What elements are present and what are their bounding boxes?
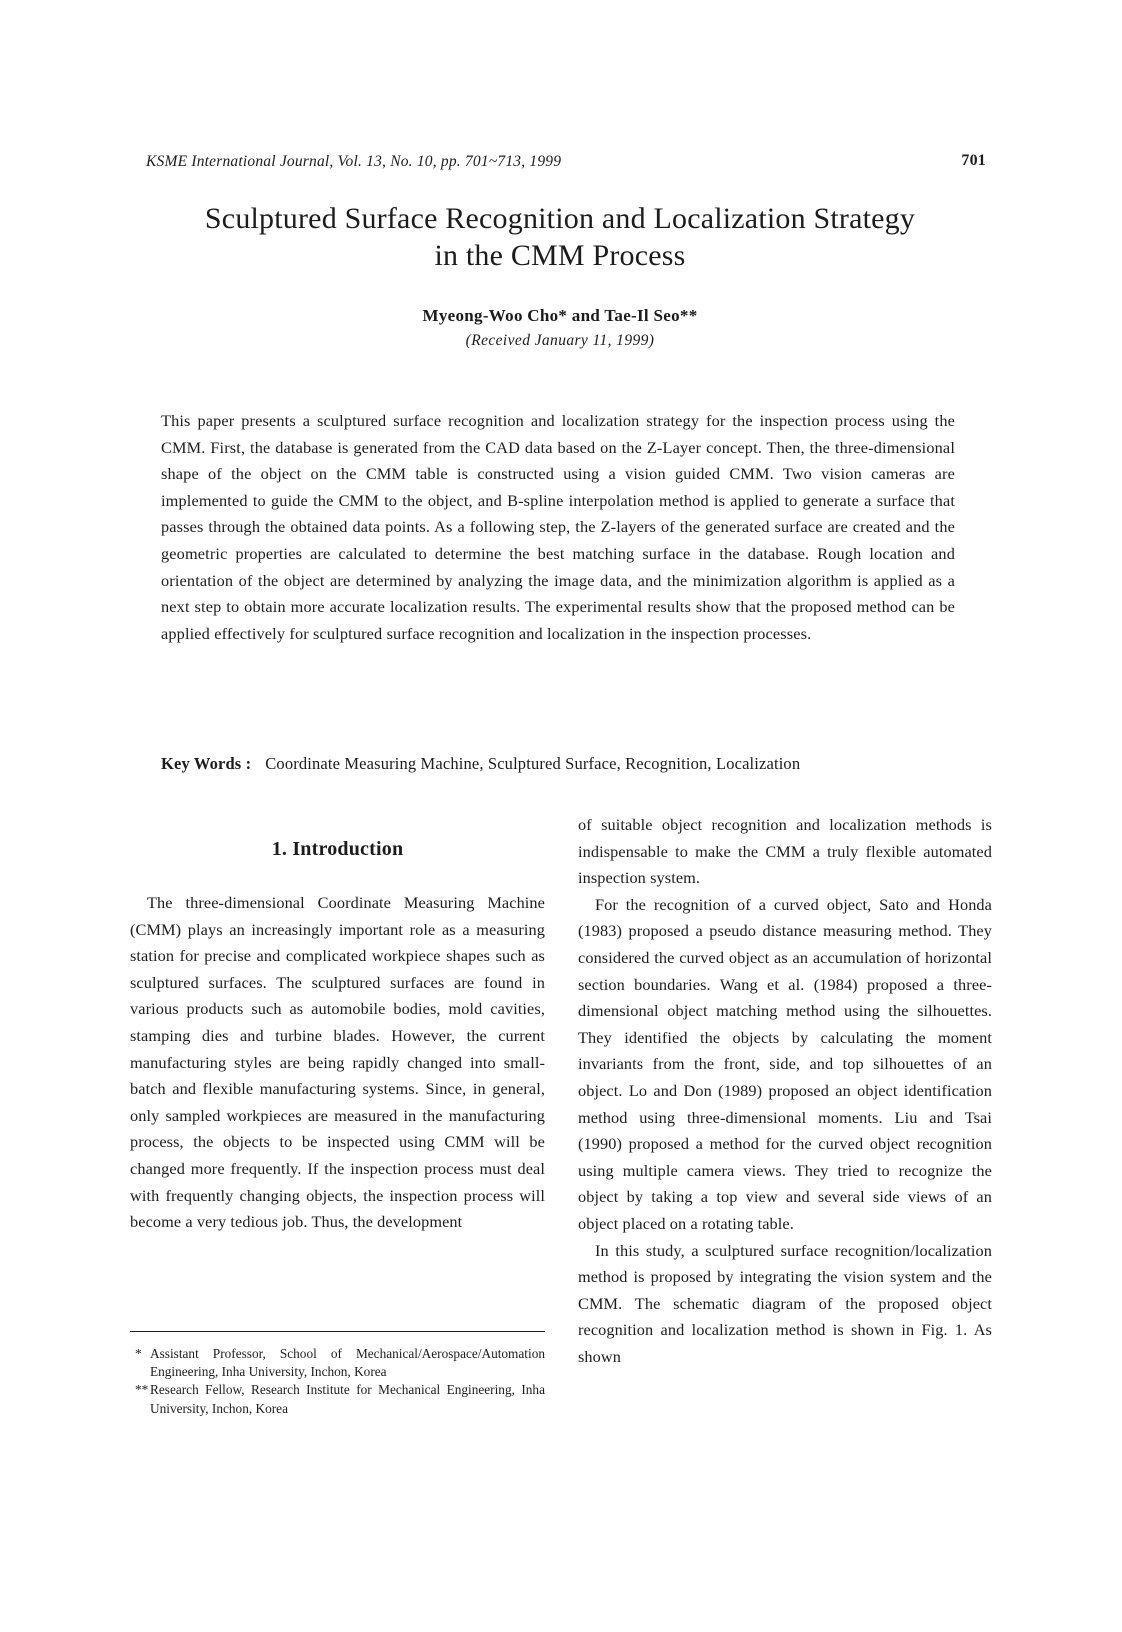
- section-heading: 1. Introduction: [271, 838, 404, 860]
- title-line-1: Sculptured Surface Recognition and Localization Strategy: [204, 202, 916, 235]
- keywords-text: Coordinate Measuring Machine, Sculptured Surface, Recognition, Localization: [265, 754, 801, 773]
- footnote-marker: **: [135, 1382, 149, 1398]
- intro-paragraph-1: The three-dimensional Coordinate Measuring Machine (CMM) plays an increasingly important role as a measuring station for precise and complicated workpiece shapes such as sculptured surfaces. The sculptured surfaces are found in various products such as automobile bodies, mold cavities, stamping dies and turbine blades. However, the current manufacturing styles are being rapidly changed into small-batch and flexible manufacturing systems. Since, in general, only sampled workpieces are measured in the manufacturing process, the objects to be inspected using CMM will be changed more frequently. If the inspection process must deal with frequently changing objects, the inspection process will become a very tedious job. Thus, the development: [130, 893, 545, 1232]
- authors: Myeong-Woo Cho* and Tae-Il Seo**: [422, 306, 698, 325]
- footnote-text: Assistant Professor, School of Mechanical/Aerospace/Automation Engineering, Inha University, Inchon, Korea: [150, 1346, 545, 1380]
- keywords-label: Key Words :: [161, 754, 252, 773]
- title-line-2: in the CMM Process: [434, 239, 686, 272]
- footnote-2: [130, 1381, 545, 1417]
- intro-paragraph-3: In this study, a sculptured surface recognition/localization method is proposed by integrating the vision system and the CMM. The schematic diagram of the proposed object recognition and localization method is shown in Fig. 1. As shown: [578, 1240, 992, 1366]
- page-number: 701: [961, 152, 986, 169]
- footnote-text: Research Fellow, Research Institute for Mechanical Engineering, Inha University, Inchon, Korea: [150, 1382, 545, 1416]
- right-column: [578, 812, 992, 1370]
- footnote-1: [130, 1345, 545, 1381]
- keywords: [161, 754, 981, 774]
- running-head: [146, 153, 986, 171]
- footnote-marker: *: [135, 1346, 142, 1361]
- abstract: [161, 408, 955, 647]
- journal-citation: KSME International Journal, Vol. 13, No. 10, pp. 701~713, 1999: [146, 153, 562, 170]
- abstract-text: This paper presents a sculptured surface recognition and localization strategy for the inspection process using the CMM. First, the database is generated from the CAD data based on the Z-Layer concept. Then, the three-dimensional shape of the object on the CMM table is constructed using a vision guided CMM. Two vision cameras are implemented to guide the CMM to the object, and B-spline interpolation method is applied to generate a surface that passes through the obtained data points. As a following step, the Z-layers of the generated surface are created and the geometric properties are calculated to determine the best matching surface in the database. Rough location and orientation of the object are determined by analyzing the image data, and the minimization algorithm is applied as a next step to obtain more accurate localization results. The experimental results show that the proposed method can be applied effectively for sculptured surface recognition and localization in the inspection processes.: [161, 411, 955, 643]
- footnote-divider: [130, 1331, 545, 1332]
- left-column: [130, 890, 545, 1236]
- footnotes: [130, 1345, 545, 1418]
- intro-continuation: of suitable object recognition and localization methods is indispensable to make the CMM a truly flexible automated inspection system.: [578, 815, 992, 888]
- received-date: (Received January 11, 1999): [465, 332, 655, 349]
- paper-title: [100, 200, 1020, 274]
- intro-paragraph-2: For the recognition of a curved object, Sato and Honda (1983) proposed a pseudo distance measuring method. They considered the curved object as an accumulation of horizontal section boundaries. Wang et al. (1984) proposed a three-dimensional object matching method using the silhouettes. They identified the objects by calculating the moment invariants from the front, side, and top silhouettes of an object. Lo and Don (1989) proposed an object identification method using three-dimensional moments. Liu and Tsai (1990) proposed a method for the curved object recognition using multiple camera views. They tried to recognize the object by taking a top view and several side views of an object placed on a rotating table.: [578, 894, 992, 1233]
